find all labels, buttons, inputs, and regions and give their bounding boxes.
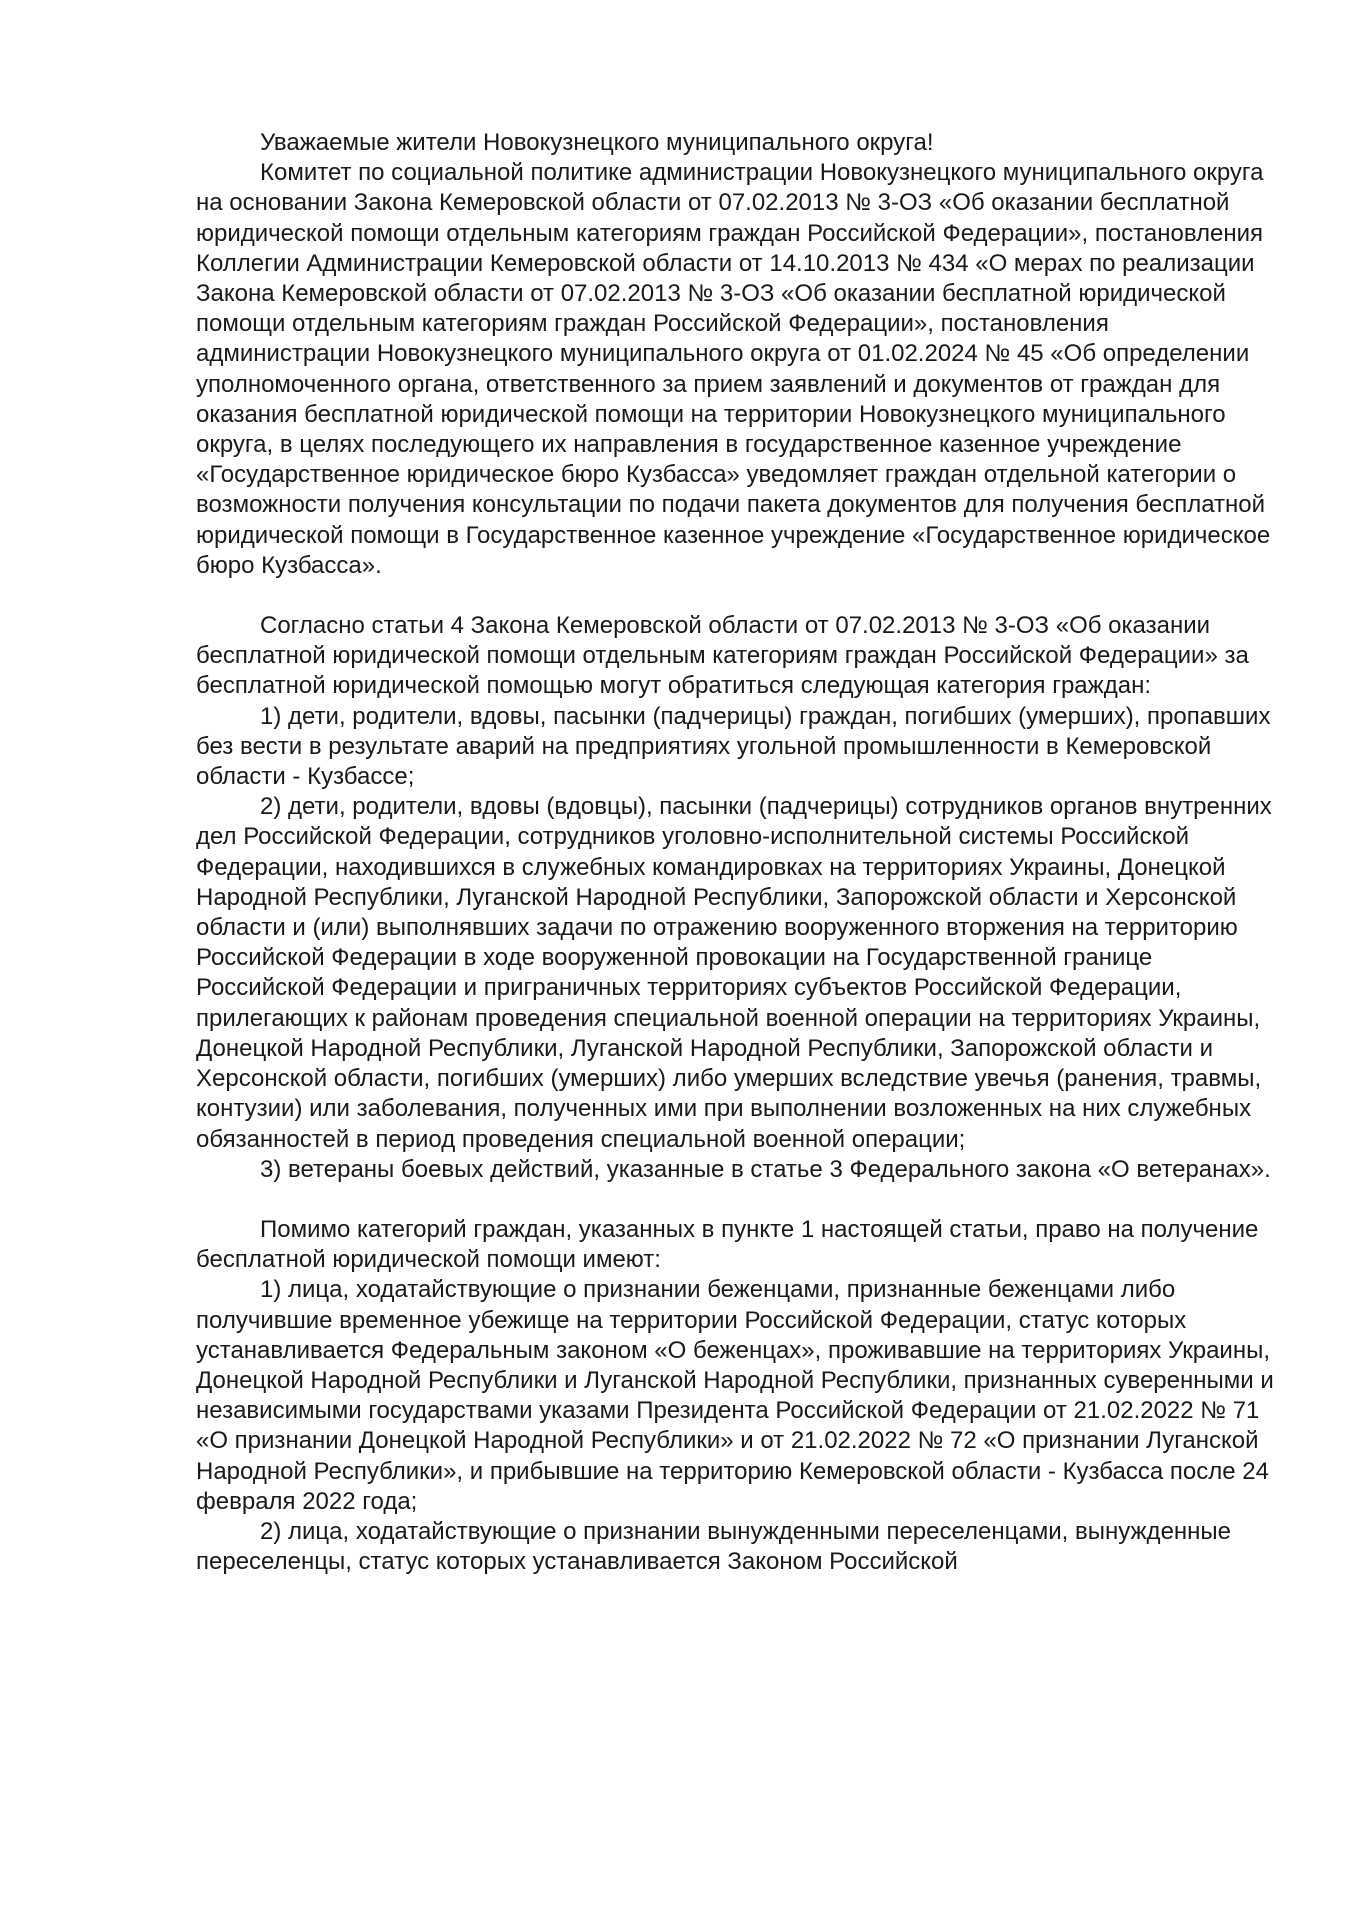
notice-paragraph: Комитет по социальной политике администрации Новокузнецкого муниципального округа на основании Закона Кемеровской области от 07.02.2013 № 3-ОЗ «Об оказании бесплатной юридической помощи отдельным категориям граждан Российской Федерации», постановления Коллегии Администрации Кемеровской области от 14.10.2013 № 434 «О мерах по реализации Закона Кемеровской области от 07.02.2013 № 3-ОЗ «Об оказании бесплатной юридической помощи отдельным категориям граждан Российской Федерации», постановления администрации Новокузнецкого муниципального округа от 01.02.2024 № 45 «Об определении уполномоченного органа, ответственного за прием заявлений и документов от граждан для оказания бесплатной юридической помощи на территории Новокузнецкого муниципального округа, в целях последующего их направления в государственное казенное учреждение «Государственное юридическое бюро Кузбасса» уведомляет граждан отдельной категории о возможности получения консультации по подачи пакета документов для получения бесплатной юридической помощи в Государственное казенное учреждение «Государственное юридическое бюро Кузбасса». (196, 159, 1271, 579)
greeting-paragraph: Уважаемые жители Новокузнецкого муниципального округа! (260, 129, 934, 156)
additional-category-item-2: 2) лица, ходатайствующие о признании вынужденными переселенцами, вынужденные переселенцы, статус которых устанавливается Законом Российской (196, 1517, 1232, 1576)
additional-category-item-1: 1) лица, ходатайствующие о признании беженцами, признанные беженцами либо получившие временное убежище на территории Российской Федерации, статус которых устанавливается Федеральным законом «О беженцах», проживавшие на территориях Украины, Донецкой Народной Республики и Луганской Народной Республики, признанных суверенными и независимыми государствами указами Президента Российской Федерации от 21.02.2022 № 71 «О признании Донецкой Народной Республики» и от 21.02.2022 № 72 «О признании Луганской Народной Республики», и прибывшие на территорию Кемеровской области - Кузбасса после 24 февраля 2022 года; (196, 1276, 1274, 1515)
additional-categories-intro-paragraph: Помимо категорий граждан, указанных в пункте 1 настоящей статьи, право на получение бесплатной юридической помощи имеют: (196, 1215, 1259, 1274)
categories-intro-paragraph: Согласно статьи 4 Закона Кемеровской области от 07.02.2013 № 3-ОЗ «Об оказании бесплатной юридической помощи отдельным категориям граждан Российской Федерации» за бесплатной юридической помощью могут обратиться следующая категория граждан: (196, 612, 1249, 700)
category-item-3: 3) ветераны боевых действий, указанные в статье 3 Федерального закона «О ветеранах». (260, 1155, 1271, 1183)
category-item-2: 2) дети, родители, вдовы (вдовцы), пасынки (падчерицы) сотрудников органов внутренних дел Российской Федерации, сотрудников уголовно-исполнительной системы Российской Федерации, находившихся в служебных командировках на территориях Украины, Донецкой Народной Республики, Луганской Народной Республики, Запорожской области и Херсонской области и (или) выполнявших задачи по отражению вооруженного вторжения на территорию Российской Федерации в ходе вооруженной провокации на Государственной границе Российской Федерации и приграничных территориях субъектов Российской Федерации, прилегающих к районам проведения специальной военной операции на территориях Украины, Донецкой Народной Республики, Луганской Народной Республики, Запорожской области и Херсонской области, погибших (умерших) либо умерших вследствие увечья (ранения, травмы, контузии) или заболевания, полученных ими при выполнении возложенных на них служебных обязанностей в период проведения специальной военной операции; (196, 793, 1272, 1153)
category-item-1: 1) дети, родители, вдовы, пасынки (падчерицы) граждан, погибших (умерших), пропавших без вести в результате аварий на предприятиях угольной промышленности в Кемеровской области - Кузбассе; (196, 702, 1271, 791)
document-page (196, 128, 1286, 1577)
